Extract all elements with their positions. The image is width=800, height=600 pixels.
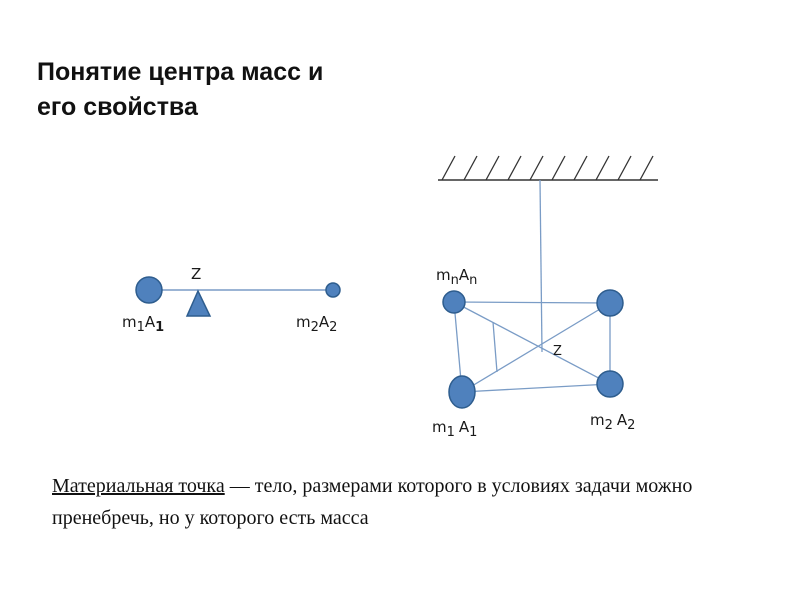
- pivot-label: Z: [191, 265, 202, 283]
- lever-mass-1: [136, 277, 162, 303]
- lever-mass-2: [326, 283, 340, 297]
- title-line-1: Понятие центра масс и: [37, 58, 324, 86]
- lever-diagram: [122, 265, 340, 335]
- mass-1: [449, 376, 475, 408]
- mass-n-label: mnAn: [436, 266, 478, 288]
- mass-2: [597, 371, 623, 397]
- center-of-mass-label: Z: [553, 344, 562, 359]
- mass-top-right: [597, 290, 623, 316]
- lever-mass-1-label: m1A1: [122, 313, 165, 335]
- definition-text: [52, 470, 772, 534]
- ceiling-hatching: [442, 156, 653, 180]
- definition-body: — тело, размерами которого в условиях задачи можно пренебречь, но у которого есть масса: [52, 475, 693, 529]
- mass-1-label: m1 A1: [432, 418, 478, 440]
- mass-2-label: m2 A2: [590, 411, 636, 433]
- suspension-thread: [540, 180, 542, 352]
- lever-mass-2-label: m2A2: [296, 313, 338, 335]
- suspended-system-diagram: [432, 156, 658, 440]
- title-line-2: его свойства: [37, 93, 198, 121]
- mass-n: [443, 291, 465, 313]
- definition-term: Материальная точка: [52, 475, 225, 497]
- fulcrum-triangle: [187, 291, 210, 316]
- connecting-rods: [454, 302, 610, 392]
